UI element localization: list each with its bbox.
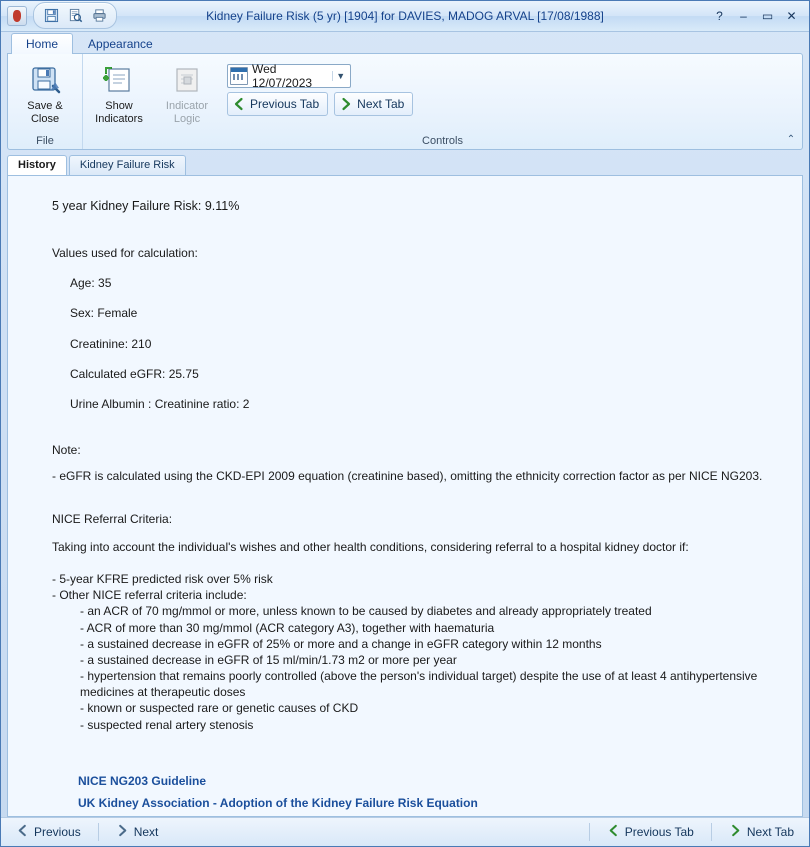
save-close-label-line2: Close xyxy=(30,112,60,125)
arrow-right-icon xyxy=(116,824,129,840)
ribbon-group-controls-label: Controls xyxy=(422,134,463,147)
status-next-button[interactable] xyxy=(109,821,166,843)
note-body: - eGFR is calculated using the CKD-EPI 2009 equation (creatinine based), omitting the ethnicity correction factor as per NICE NG203. xyxy=(52,469,763,484)
criteria-item: - 5-year KFRE predicted risk over 5% risk xyxy=(52,571,273,586)
previous-tab-label: Previous Tab xyxy=(250,97,320,112)
link-nice-ng203[interactable]: NICE NG203 Guideline xyxy=(78,773,207,788)
previous-tab-button[interactable] xyxy=(227,92,328,116)
window-controls xyxy=(712,9,805,23)
show-indicators-icon xyxy=(102,63,136,97)
show-indicators-button[interactable] xyxy=(85,58,153,130)
status-divider xyxy=(98,823,99,841)
status-previous-tab-button[interactable] xyxy=(600,821,701,843)
arrow-right-icon xyxy=(339,97,353,111)
status-divider xyxy=(589,823,590,841)
ribbon-panel xyxy=(7,53,803,149)
note-title: Note: xyxy=(52,443,81,458)
arrow-left-icon xyxy=(232,97,246,111)
show-indicators-label-line2: Indicators xyxy=(95,112,143,125)
status-bar xyxy=(1,817,809,846)
indicator-logic-button[interactable] xyxy=(153,58,221,130)
content-panel xyxy=(7,175,803,817)
calendar-icon xyxy=(230,67,248,85)
value-acr: Urine Albumin : Creatinine ratio: 2 xyxy=(70,397,250,412)
quick-access-toolbar xyxy=(33,2,117,29)
ribbon-tab-strip xyxy=(1,32,809,54)
collapse-ribbon-icon[interactable]: ⌃ xyxy=(786,134,796,146)
nice-criteria-title: NICE Referral Criteria: xyxy=(52,511,173,526)
reference-links xyxy=(78,773,784,811)
window-title: Kidney Failure Risk (5 yr) [1904] for DAVIES, MADOG ARVAL [17/08/1988] xyxy=(206,8,604,23)
show-indicators-label-line1: Show xyxy=(105,100,133,113)
status-divider xyxy=(711,823,712,841)
next-tab-button[interactable] xyxy=(334,92,413,116)
kidney-risk-report xyxy=(8,176,802,817)
indicator-logic-icon xyxy=(170,63,204,97)
value-sex: Sex: Female xyxy=(70,306,138,321)
status-next-tab-label: Next Tab xyxy=(746,825,794,840)
save-close-icon xyxy=(29,63,61,97)
value-age: Age: 35 xyxy=(70,276,112,291)
criteria-list xyxy=(52,571,784,733)
ribbon-group-file-label: File xyxy=(36,134,54,147)
help-button[interactable]: ? xyxy=(716,8,723,23)
ribbon-group-controls xyxy=(82,54,802,148)
tab-appearance[interactable]: Appearance xyxy=(88,37,153,52)
status-previous-label: Previous xyxy=(34,825,81,840)
criteria-item: - an ACR of 70 mg/mmol or more, unless known to be caused by diabetes and already appropriately treated xyxy=(80,604,652,619)
arrow-right-icon xyxy=(729,824,742,840)
next-tab-label: Next Tab xyxy=(357,97,405,112)
app-logo-icon xyxy=(7,6,27,26)
criteria-item: - ACR of more than 30 mg/mmol (ACR category A3), together with haematuria xyxy=(80,620,495,635)
indicator-logic-label-line1: Indicator xyxy=(165,100,209,113)
nice-criteria-intro: Taking into account the individual's wishes and other health conditions, considering referral to a hospital kidney doctor if: xyxy=(52,539,689,554)
minimize-button[interactable]: – xyxy=(740,8,747,23)
date-value: Wed 12/07/2023 xyxy=(252,62,313,91)
ribbon-group-file xyxy=(8,54,82,148)
status-next-label: Next xyxy=(133,825,159,840)
controls-column xyxy=(221,58,413,116)
chevron-down-icon[interactable]: ▼ xyxy=(332,71,348,81)
save-close-label-line1: Save & xyxy=(27,100,63,113)
title-bar xyxy=(1,1,809,32)
criteria-item: - Other NICE referral criteria include: xyxy=(52,588,247,603)
value-egfr: Calculated eGFR: 25.75 xyxy=(70,366,199,381)
tab-nav-row xyxy=(227,92,413,116)
status-previous-tab-label: Previous Tab xyxy=(624,825,694,840)
risk-headline: 5 year Kidney Failure Risk: 9.11% xyxy=(52,199,240,214)
print-icon[interactable] xyxy=(88,5,110,26)
criteria-item: - suspected renal artery stenosis xyxy=(80,717,254,732)
criteria-item: - a sustained decrease in eGFR of 15 ml/min/1.73 m2 or more per year xyxy=(80,652,457,667)
indicator-logic-label-line2: Logic xyxy=(173,112,201,125)
criteria-item: - hypertension that remains poorly controlled (above the person's individual target) despite the use of at least 4 antihypertensive medicines at therapeutic doses xyxy=(80,669,758,700)
date-picker[interactable] xyxy=(227,62,351,91)
arrow-left-icon xyxy=(16,824,29,840)
value-creatinine: Creatinine: 210 xyxy=(70,336,152,351)
criteria-item: - known or suspected rare or genetic causes of CKD xyxy=(80,701,359,716)
status-next-tab-button[interactable] xyxy=(722,821,801,843)
values-title: Values used for calculation: xyxy=(52,246,198,261)
arrow-left-icon xyxy=(607,824,620,840)
save-and-close-button[interactable] xyxy=(11,58,79,130)
status-previous-button[interactable] xyxy=(9,821,88,843)
criteria-item: - a sustained decrease in eGFR of 25% or more and a change in eGFR category within 12 months xyxy=(80,636,602,651)
tab-kidney-failure-risk[interactable]: Kidney Failure Risk xyxy=(69,155,186,175)
save-icon[interactable] xyxy=(40,5,62,26)
print-preview-icon[interactable] xyxy=(64,5,86,26)
document-tab-strip xyxy=(1,150,809,176)
link-uk-kidney-association[interactable]: UK Kidney Association - Adoption of the Kidney Failure Risk Equation xyxy=(78,796,478,811)
maximize-button[interactable]: ▭ xyxy=(761,8,774,23)
tab-history[interactable]: History xyxy=(7,155,67,175)
close-button[interactable]: ✕ xyxy=(786,8,797,23)
tab-home[interactable]: Home xyxy=(11,33,73,54)
